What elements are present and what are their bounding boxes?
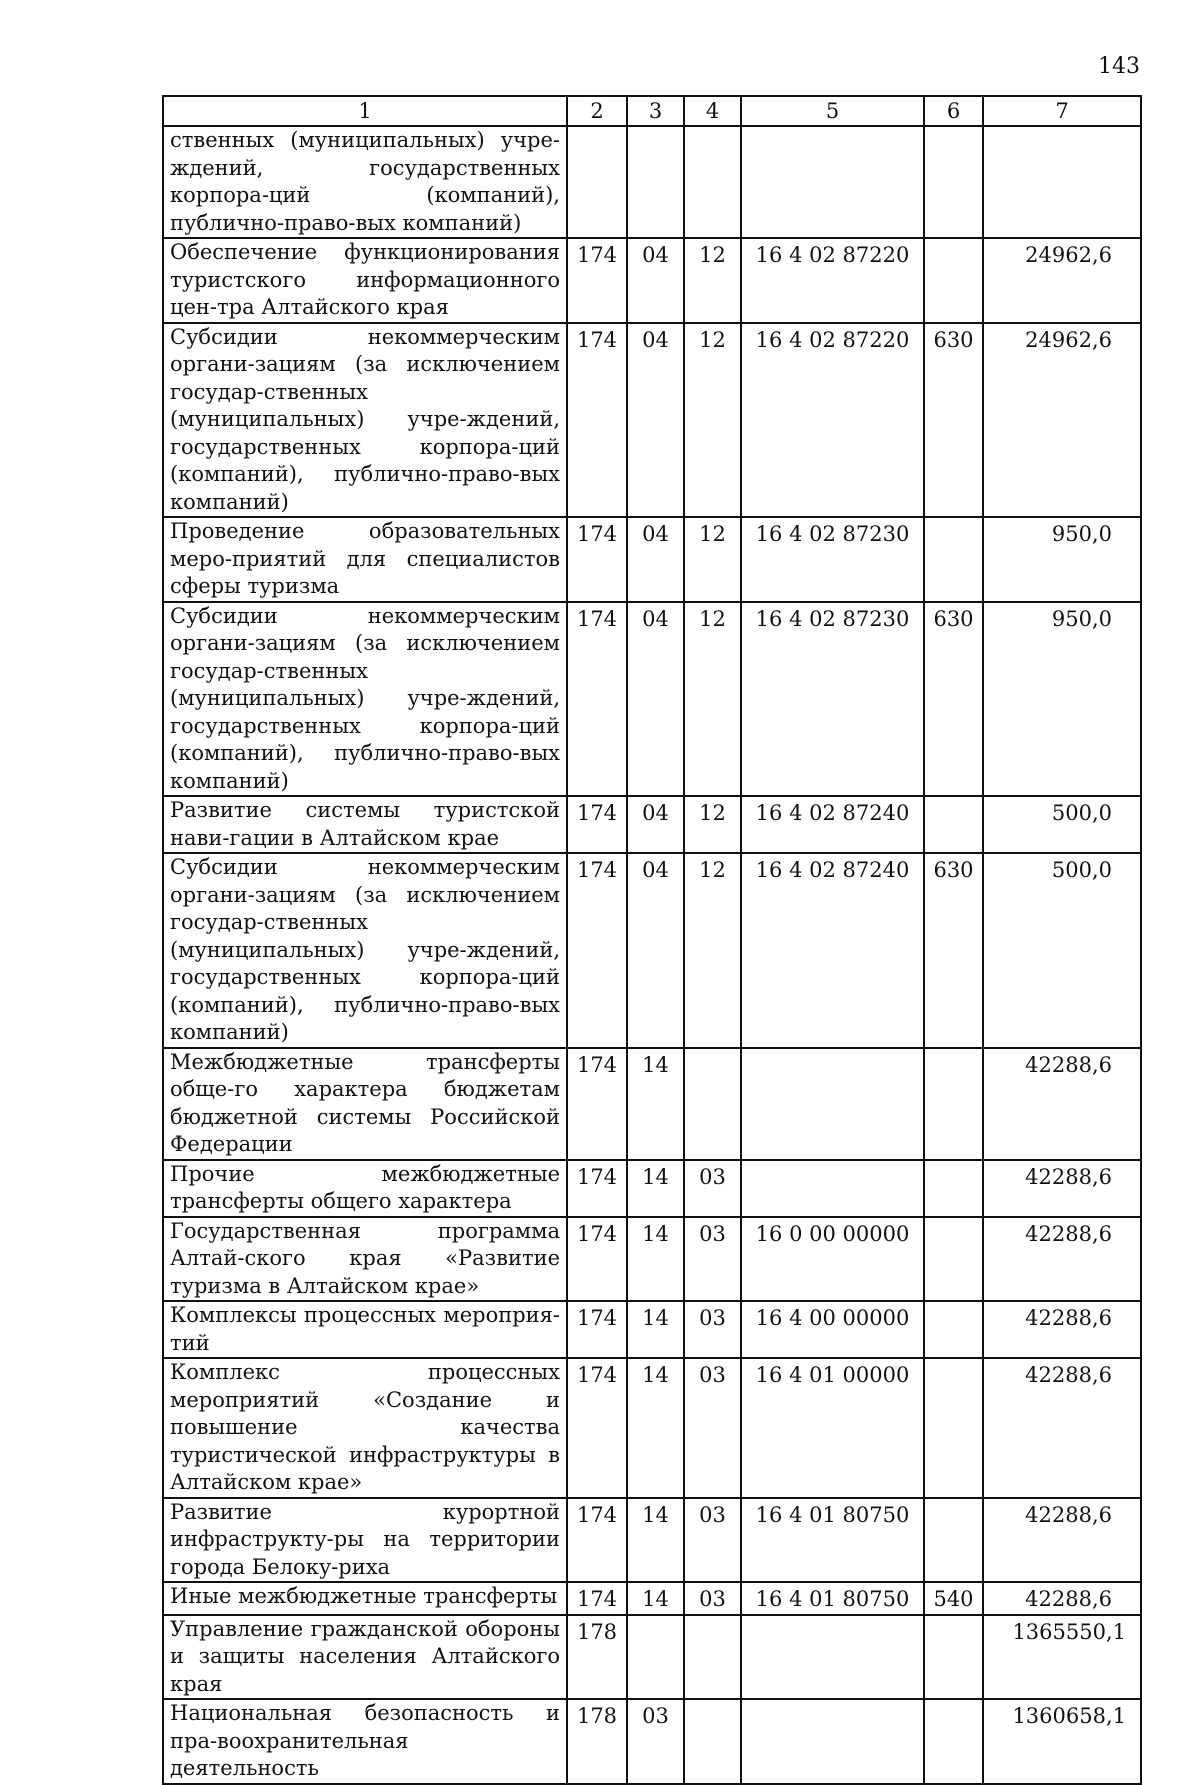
cell-amount: 500,0 [983, 853, 1141, 1048]
cell-admin-code: 174 [567, 602, 627, 797]
cell-expense-type [924, 1217, 983, 1302]
cell-section: 14 [627, 1498, 684, 1583]
column-header: 3 [627, 96, 684, 126]
cell-amount: 500,0 [983, 796, 1141, 853]
cell-target-article: 16 4 00 00000 [741, 1301, 924, 1358]
cell-admin-code: 174 [567, 1301, 627, 1358]
cell-section: 04 [627, 323, 684, 518]
cell-subsection: 03 [684, 1217, 741, 1302]
cell-target-article: 16 4 01 80750 [741, 1582, 924, 1615]
cell-subsection [684, 126, 741, 238]
row-name: Управление гражданской обороны и защиты населения Алтайского края [163, 1615, 567, 1700]
cell-expense-type [924, 1048, 983, 1160]
cell-section: 04 [627, 602, 684, 797]
cell-target-article [741, 1160, 924, 1217]
table-row [163, 1699, 1141, 1784]
cell-admin-code [567, 126, 627, 238]
cell-admin-code: 174 [567, 853, 627, 1048]
row-name: Проведение образовательных меро-приятий для специалистов сферы туризма [163, 517, 567, 602]
row-name: Комплекс процессных мероприятий «Создание и повышение качества туристической инфраструктуры в Алтайском крае» [163, 1358, 567, 1498]
cell-target-article: 16 4 02 87230 [741, 517, 924, 602]
row-name: Субсидии некоммерческим органи-зациям (за исключением государ-ственных (муниципальных) учре-ждений, государственных корпора-ций (компаний), публично-право-вых компаний) [163, 323, 567, 518]
cell-expense-type [924, 1358, 983, 1498]
cell-admin-code: 174 [567, 1358, 627, 1498]
cell-section: 04 [627, 853, 684, 1048]
row-name: Развитие системы туристской нави-гации в Алтайском крае [163, 796, 567, 853]
cell-subsection [684, 1048, 741, 1160]
table-row [163, 323, 1141, 518]
row-name: ственных (муниципальных) учре-ждений, государственных корпора-ций (компаний), публично-право-вых компаний) [163, 126, 567, 238]
cell-subsection: 12 [684, 853, 741, 1048]
cell-amount: 42288,6 [983, 1048, 1141, 1160]
cell-expense-type [924, 1498, 983, 1583]
cell-target-article: 16 4 01 80750 [741, 1498, 924, 1583]
row-name: Субсидии некоммерческим органи-зациям (за исключением государ-ственных (муниципальных) учре-ждений, государственных корпора-ций (компаний), публично-право-вых компаний) [163, 853, 567, 1048]
table-row [163, 1582, 1141, 1615]
table-row [163, 1498, 1141, 1583]
cell-amount: 950,0 [983, 602, 1141, 797]
cell-target-article [741, 1615, 924, 1700]
cell-expense-type: 630 [924, 602, 983, 797]
table-row [163, 853, 1141, 1048]
cell-expense-type [924, 796, 983, 853]
cell-target-article [741, 126, 924, 238]
cell-target-article: 16 4 02 87240 [741, 853, 924, 1048]
cell-admin-code: 174 [567, 323, 627, 518]
cell-amount [983, 126, 1141, 238]
table-row [163, 1217, 1141, 1302]
cell-admin-code: 174 [567, 796, 627, 853]
cell-subsection: 03 [684, 1358, 741, 1498]
cell-amount: 1365550,1 [983, 1615, 1141, 1700]
table-row [163, 517, 1141, 602]
cell-section [627, 1615, 684, 1700]
cell-subsection: 03 [684, 1582, 741, 1615]
column-header: 5 [741, 96, 924, 126]
table-row [163, 1301, 1141, 1358]
cell-amount: 42288,6 [983, 1160, 1141, 1217]
cell-section: 14 [627, 1160, 684, 1217]
table-row [163, 602, 1141, 797]
table-row [163, 126, 1141, 238]
row-name: Субсидии некоммерческим органи-зациям (за исключением государ-ственных (муниципальных) учре-ждений, государственных корпора-ций (компаний), публично-право-вых компаний) [163, 602, 567, 797]
cell-admin-code: 174 [567, 1498, 627, 1583]
cell-section: 14 [627, 1358, 684, 1498]
cell-target-article: 16 0 00 00000 [741, 1217, 924, 1302]
cell-expense-type [924, 517, 983, 602]
header-row [163, 96, 1141, 126]
budget-table [162, 95, 1142, 1785]
cell-subsection: 03 [684, 1160, 741, 1217]
cell-admin-code: 174 [567, 1048, 627, 1160]
cell-target-article [741, 1048, 924, 1160]
cell-subsection: 12 [684, 602, 741, 797]
column-header: 7 [983, 96, 1141, 126]
cell-subsection: 03 [684, 1301, 741, 1358]
cell-expense-type [924, 1615, 983, 1700]
table-row [163, 238, 1141, 323]
cell-amount: 42288,6 [983, 1217, 1141, 1302]
cell-target-article: 16 4 02 87220 [741, 323, 924, 518]
column-header: 6 [924, 96, 983, 126]
cell-section: 03 [627, 1699, 684, 1784]
table-row [163, 1358, 1141, 1498]
column-header: 2 [567, 96, 627, 126]
cell-subsection: 03 [684, 1498, 741, 1583]
cell-section: 04 [627, 238, 684, 323]
row-name: Иные межбюджетные трансферты [163, 1582, 567, 1615]
cell-expense-type [924, 238, 983, 323]
cell-subsection: 12 [684, 517, 741, 602]
row-name: Обеспечение функционирования туристского информационного цен-тра Алтайского края [163, 238, 567, 323]
page-number: 143 [1098, 54, 1140, 79]
row-name: Комплексы процессных мероприя-тий [163, 1301, 567, 1358]
cell-expense-type [924, 1301, 983, 1358]
row-name: Государственная программа Алтай-ского края «Развитие туризма в Алтайском крае» [163, 1217, 567, 1302]
cell-amount: 42288,6 [983, 1498, 1141, 1583]
cell-amount: 42288,6 [983, 1301, 1141, 1358]
cell-admin-code: 174 [567, 238, 627, 323]
cell-subsection: 12 [684, 238, 741, 323]
cell-target-article: 16 4 01 00000 [741, 1358, 924, 1498]
cell-amount: 42288,6 [983, 1582, 1141, 1615]
table-row [163, 796, 1141, 853]
cell-expense-type [924, 1699, 983, 1784]
row-name: Развитие курортной инфраструкту-ры на территории города Белоку-риха [163, 1498, 567, 1583]
cell-subsection [684, 1699, 741, 1784]
cell-admin-code: 174 [567, 1217, 627, 1302]
table-row [163, 1615, 1141, 1700]
cell-expense-type: 630 [924, 323, 983, 518]
row-name: Прочие межбюджетные трансферты общего характера [163, 1160, 567, 1217]
cell-admin-code: 174 [567, 517, 627, 602]
row-name: Национальная безопасность и пра-воохранительная деятельность [163, 1699, 567, 1784]
cell-expense-type: 630 [924, 853, 983, 1048]
cell-subsection: 12 [684, 323, 741, 518]
cell-subsection: 12 [684, 796, 741, 853]
cell-section: 04 [627, 796, 684, 853]
cell-admin-code: 174 [567, 1582, 627, 1615]
cell-expense-type [924, 1160, 983, 1217]
cell-target-article [741, 1699, 924, 1784]
cell-section: 14 [627, 1048, 684, 1160]
cell-expense-type [924, 126, 983, 238]
column-header: 4 [684, 96, 741, 126]
cell-amount: 24962,6 [983, 238, 1141, 323]
cell-admin-code: 174 [567, 1160, 627, 1217]
cell-section [627, 126, 684, 238]
cell-admin-code: 178 [567, 1699, 627, 1784]
cell-target-article: 16 4 02 87230 [741, 602, 924, 797]
cell-target-article: 16 4 02 87240 [741, 796, 924, 853]
cell-section: 04 [627, 517, 684, 602]
cell-section: 14 [627, 1582, 684, 1615]
cell-amount: 42288,6 [983, 1358, 1141, 1498]
cell-amount: 950,0 [983, 517, 1141, 602]
cell-target-article: 16 4 02 87220 [741, 238, 924, 323]
table-row [163, 1048, 1141, 1160]
cell-section: 14 [627, 1301, 684, 1358]
cell-section: 14 [627, 1217, 684, 1302]
cell-amount: 1360658,1 [983, 1699, 1141, 1784]
column-header: 1 [163, 96, 567, 126]
table-row [163, 1160, 1141, 1217]
cell-admin-code: 178 [567, 1615, 627, 1700]
cell-expense-type: 540 [924, 1582, 983, 1615]
row-name: Межбюджетные трансферты обще-го характера бюджетам бюджетной системы Российской Федерации [163, 1048, 567, 1160]
cell-subsection [684, 1615, 741, 1700]
cell-amount: 24962,6 [983, 323, 1141, 518]
